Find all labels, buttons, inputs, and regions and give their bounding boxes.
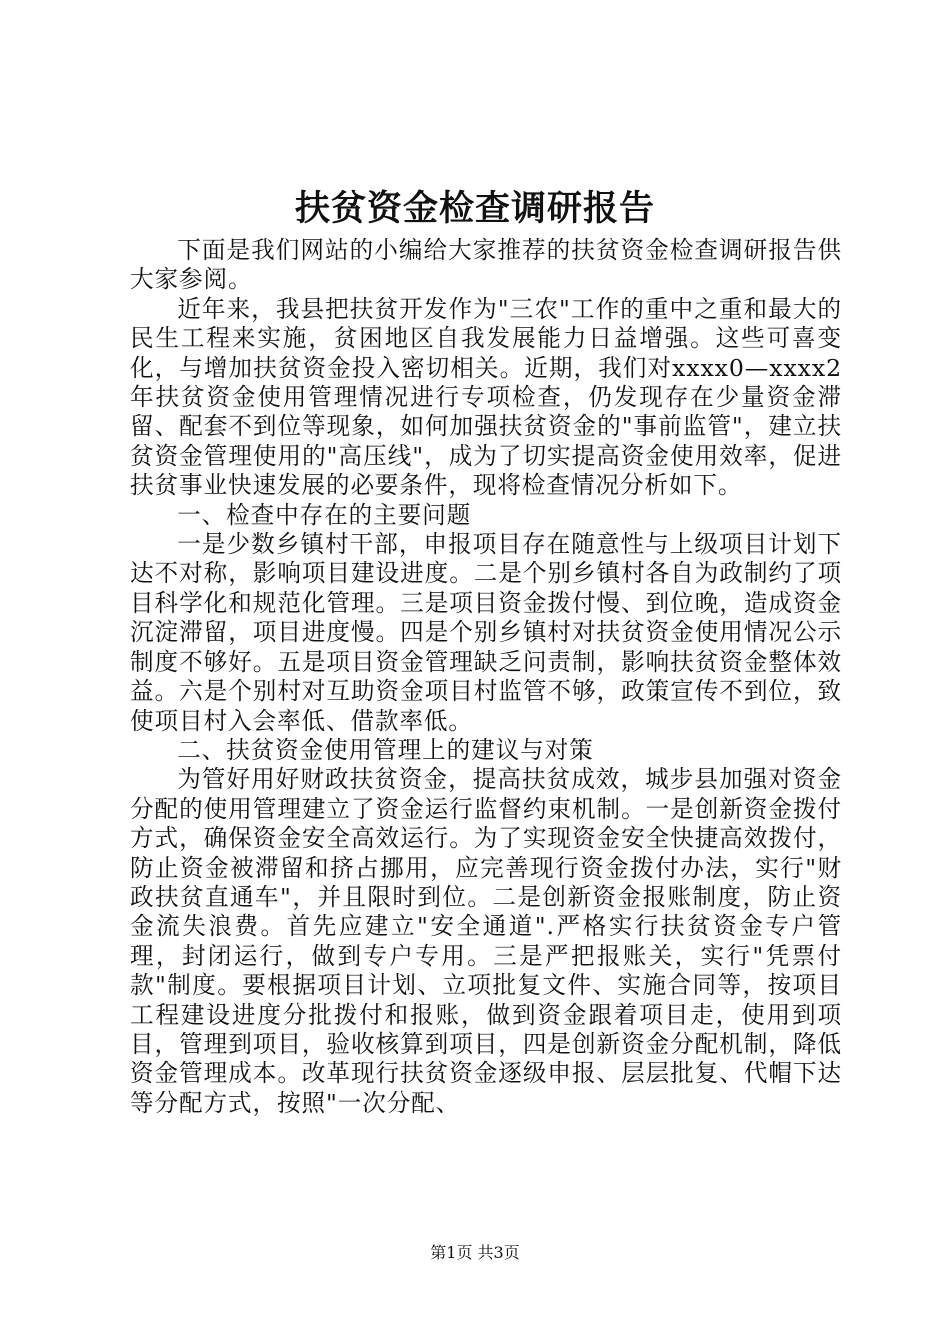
intro-paragraph: 下面是我们网站的小编给大家推荐的扶贫资金检查调研报告供大家参阅。 (130, 236, 842, 294)
page-footer: 第1页 共3页 (430, 1243, 520, 1262)
section-heading-suggestions: 二、扶贫资金使用管理上的建议与对策 (177, 735, 594, 764)
background-paragraph: 近年来，我县把扶贫开发作为"三农"工作的重中之重和最大的民生工程来实施，贫困地区自我发展能力日益增强。这些可喜变化，与增加扶贫资金投入密切相关。近期，我们对xxxx0—xxxx2年扶贫资金使用管理情况进行专项检查，仍发现存在少量资金滞留、配套不到位等现象，如何加强扶贫资金的"事前监管"，建立扶贫资金管理使用的"高压线"，成为了切实提高资金使用效率，促进扶贫事业快速发展的必要条件，现将检查情况分析如下。 (130, 294, 842, 500)
document-title: 扶贫资金检查调研报告 (294, 188, 655, 229)
document-body (130, 236, 842, 1118)
suggestions-paragraph: 为管好用好财政扶贫资金，提高扶贫成效，城步县加强对资金分配的使用管理建立了资金运行监督约束机制。一是创新资金拨付方式，确保资金安全高效运行。为了实现资金安全快捷高效拨付，防止资金被滞留和挤占挪用，应完善现行资金拨付办法，实行"财政扶贫直通车"，并且限时到位。二是创新资金报账制度，防止资金流失浪费。首先应建立"安全通道".严格实行扶贫资金专户管理，封闭运行，做到专户专用。三是严把报账关，实行"凭票付款"制度。要根据项目计划、立项批复文件、实施合同等，按项目工程建设进度分批拨付和报账，做到资金跟着项目走，使用到项目，管理到项目，验收核算到项目，四是创新资金分配机制，降低资金管理成本。改革现行扶贫资金逐级申报、层层批复、代帽下达等分配方式，按照"一次分配、 (130, 765, 842, 1117)
section-heading-problems: 一、检查中存在的主要问题 (177, 500, 472, 529)
problems-paragraph: 一是少数乡镇村干部，申报项目存在随意性与上级项目计划下达不对称，影响项目建设进度。二是个别乡镇村各自为政制约了项目科学化和规范化管理。三是项目资金拨付慢、到位晚，造成资金沉淀滞留，项目进度慢。四是个别乡镇村对扶贫资金使用情况公示制度不够好。五是项目资金管理缺乏问责制，影响扶贫资金整体效益。六是个别村对互助资金项目村监管不够，政策宣传不到位，致使项目村入会率低、借款率低。 (130, 530, 842, 735)
